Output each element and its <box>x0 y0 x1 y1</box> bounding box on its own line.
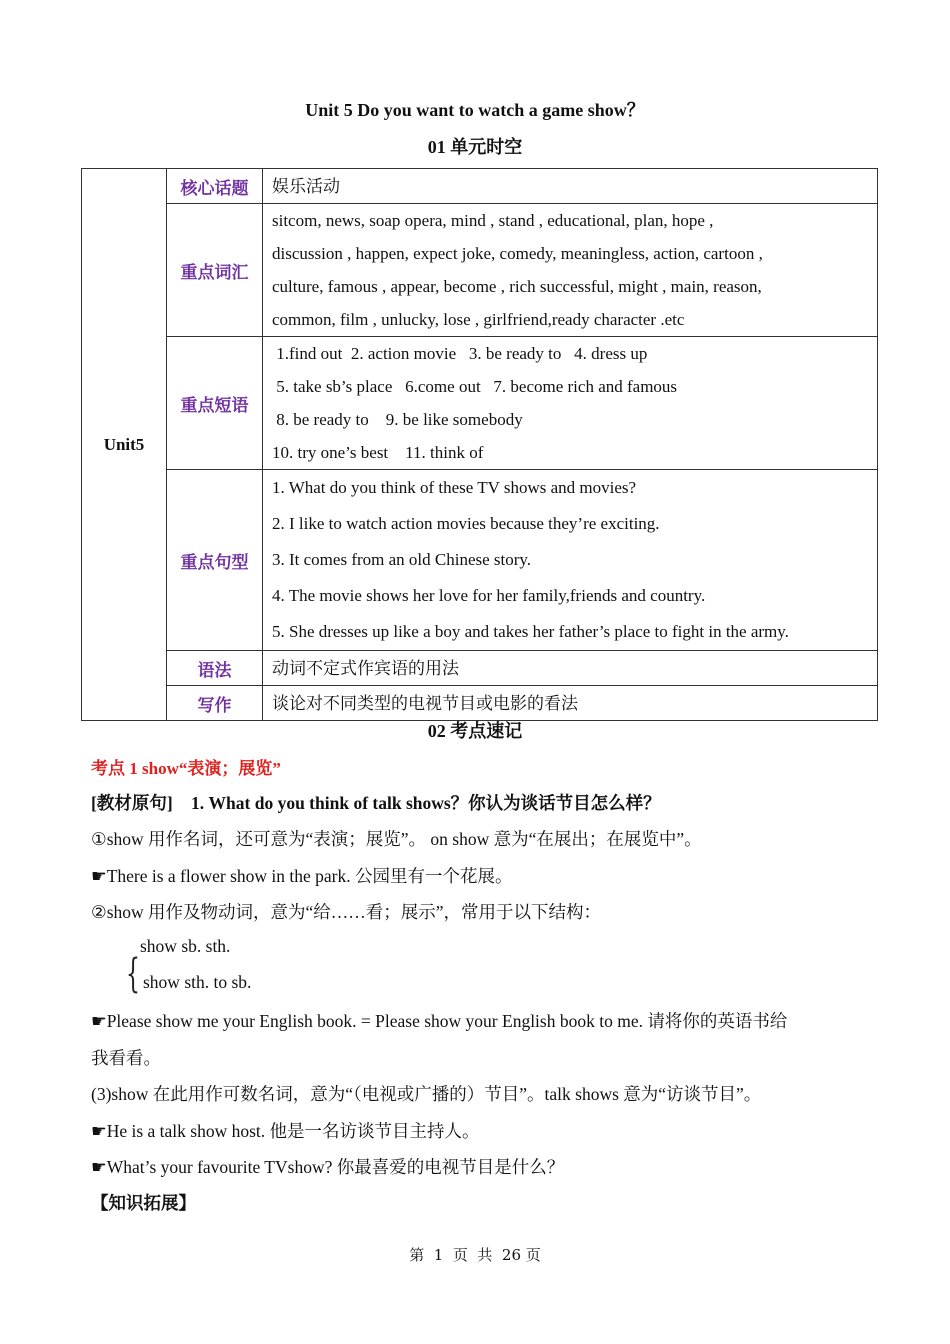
example-line: ☛What’s your favourite TVshow? 你最喜爱的电视节目是什么？ <box>91 1157 565 1177</box>
topic-content <box>263 169 878 204</box>
section-heading-unit-overview: 01 单元时空 <box>427 137 523 157</box>
category-writing: 写作 <box>167 686 263 721</box>
writing-content <box>263 686 878 721</box>
structure-item: show sth. to sb. <box>143 972 252 992</box>
sentences-content <box>263 470 878 651</box>
knowledge-extension-heading: 【知识拓展】 <box>91 1193 196 1213</box>
vocabulary-line: culture, famous , appear, become , rich successful, might , main, reason, <box>272 277 762 296</box>
explanation-line: ②show 用作及物动词，意为“给……看；展示”，常用于以下结构： <box>91 902 602 922</box>
page-title: Unit 5 Do you want to watch a game show？ <box>305 100 645 120</box>
phrase-line: 1.find out 2. action movie 3. be ready to 4. dress up <box>272 344 648 363</box>
phrase-line: 8. be ready to 9. be like somebody <box>272 410 523 429</box>
unit-overview-table <box>81 168 878 721</box>
sentence-line: 4. The movie shows her love for her family,friends and country. <box>272 586 706 605</box>
vocabulary-line: common, film , unlucky, lose , girlfriend,ready character .etc <box>272 310 685 329</box>
category-phrases: 重点短语 <box>167 337 263 470</box>
section-heading-key-points: 02 考点速记 <box>427 721 523 741</box>
phrase-line: 10. try one’s best 11. think of <box>272 443 484 462</box>
category-topic: 核心话题 <box>167 169 263 204</box>
phrase-line: 5. take sb’s place 6.come out 7. become rich and famous <box>272 377 678 396</box>
category-sentences: 重点句型 <box>167 470 263 651</box>
example-line: ☛There is a flower show in the park. 公园里有一个花展。 <box>91 866 513 886</box>
grammar-line: 动词不定式作宾语的用法 <box>272 658 459 678</box>
point-heading: 考点 1 show“表演；展览” <box>91 759 281 778</box>
sentence-line: 5. She dresses up like a boy and takes her father’s place to fight in the army. <box>272 622 789 641</box>
source-sentence: 1. What do you think of talk shows？你认为谈话节目怎么样？ <box>191 793 661 813</box>
sentence-line: 3. It comes from an old Chinese story. <box>272 550 532 569</box>
structure-item: show sb. sth. <box>140 936 231 956</box>
phrases-content <box>263 337 878 470</box>
category-grammar: 语法 <box>167 651 263 686</box>
example-line: ☛Please show me your English book. = Please show your English book to me. 请将你的英语书给 <box>91 1011 788 1031</box>
category-vocabulary: 重点词汇 <box>167 204 263 337</box>
source-sentence-row <box>91 790 661 815</box>
unit-cell: Unit5 <box>82 169 167 721</box>
source-label: [教材原句] <box>91 793 173 813</box>
grammar-content <box>263 651 878 686</box>
vocabulary-line: discussion , happen, expect joke, comedy, meaningless, action, cartoon , <box>272 244 763 263</box>
writing-line: 谈论对不同类型的电视节目或电影的看法 <box>272 693 578 713</box>
example-line: ☛He is a talk show host. 他是一名访谈节目主持人。 <box>91 1121 480 1141</box>
explanation-line: (3)show 在此用作可数名词，意为“（电视或广播的）节目”。talk shows 意为“访谈节目”。 <box>91 1084 762 1104</box>
page-footer: 第 1 页 共 26 页 <box>409 1246 541 1264</box>
explanation-line: ①show 用作名词，还可意为“表演；展览”。 on show 意为“在展出；在展览中”。 <box>91 829 702 849</box>
brace-icon: { <box>126 951 140 997</box>
sentence-line: 1. What do you think of these TV shows and movies? <box>272 478 637 497</box>
vocabulary-content <box>263 204 878 337</box>
example-line-continued: 我看看。 <box>91 1048 161 1068</box>
topic-line: 娱乐活动 <box>272 176 340 196</box>
vocabulary-line: sitcom, news, soap opera, mind , stand , educational, plan, hope , <box>272 211 714 230</box>
sentence-line: 2. I like to watch action movies because they’re exciting. <box>272 514 660 533</box>
